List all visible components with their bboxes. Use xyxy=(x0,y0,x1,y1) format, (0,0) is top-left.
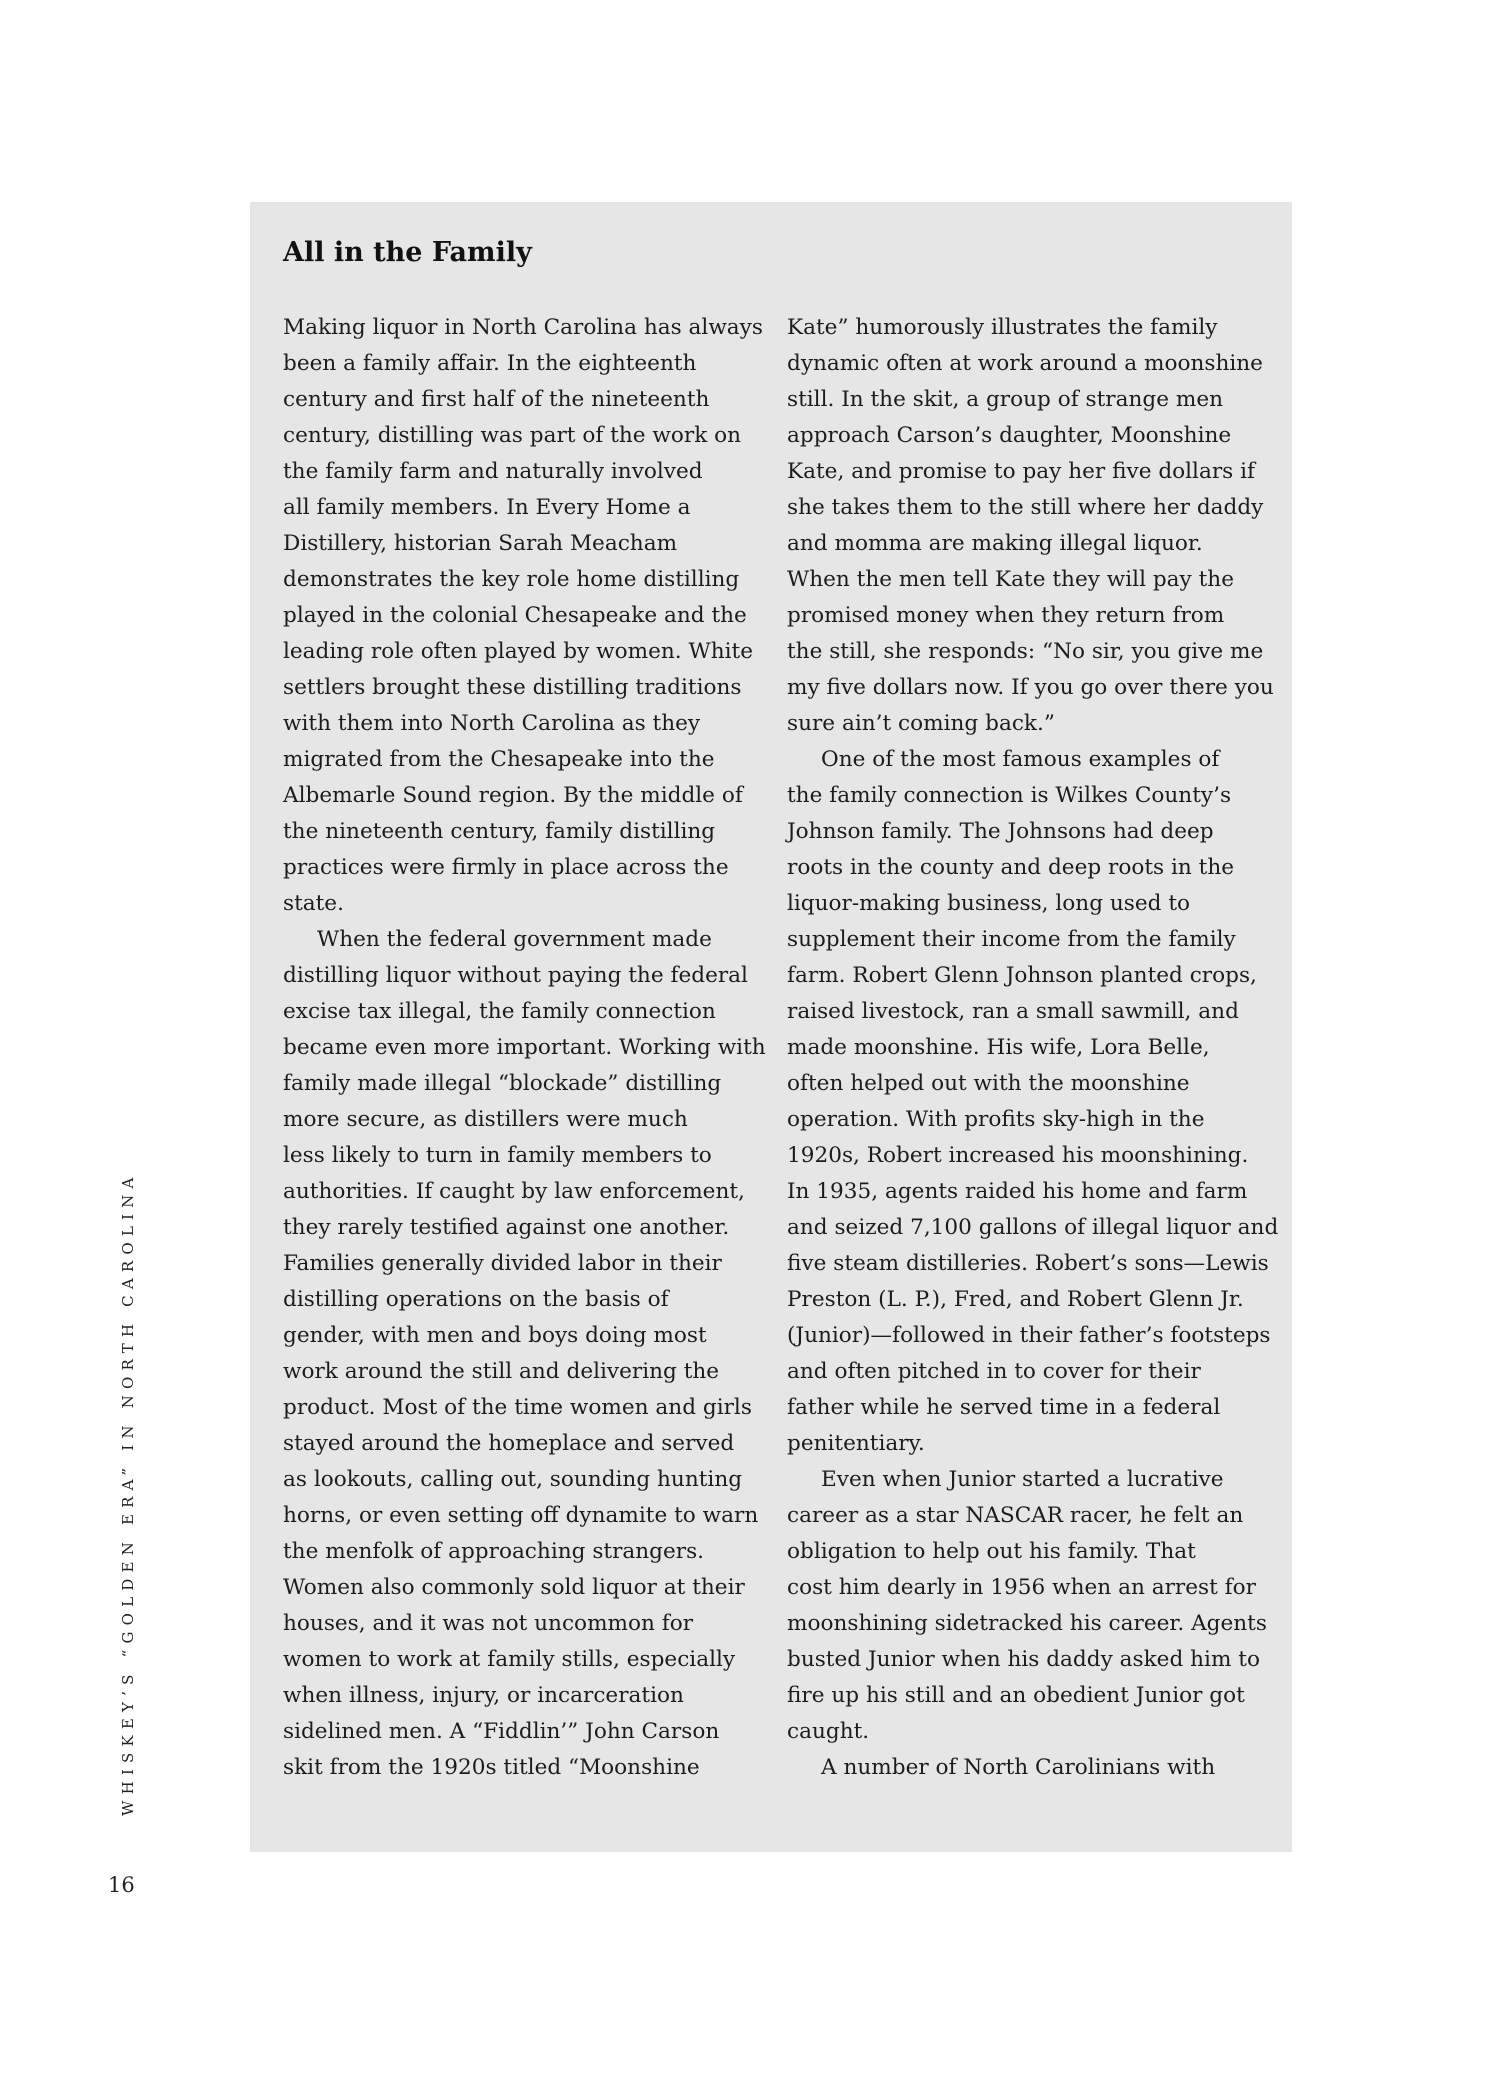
text-line: operation. With profits sky-high in the xyxy=(787,1107,1205,1132)
text-line: leading role often played by women. White xyxy=(283,639,753,664)
text-line: A number of North Carolinians with xyxy=(821,1755,1216,1780)
text-line: century, distilling was part of the work on xyxy=(283,423,742,448)
text-line: In 1935, agents raided his home and farm xyxy=(787,1179,1248,1204)
text-line: horns, or even setting off dynamite to warn xyxy=(283,1503,759,1528)
text-line: demonstrates the key role home distilling xyxy=(283,567,740,592)
text-line: moonshining sidetracked his career. Agents xyxy=(787,1611,1267,1636)
text-line: the nineteenth century, family distilling xyxy=(283,819,716,844)
text-line: migrated from the Chesapeake into the xyxy=(283,747,715,772)
text-line: Women also commonly sold liquor at their xyxy=(283,1575,745,1600)
text-line: dynamic often at work around a moonshine xyxy=(787,351,1263,376)
text-line: raised livestock, ran a small sawmill, and xyxy=(787,999,1239,1024)
text-line: played in the colonial Chesapeake and the xyxy=(283,603,747,628)
text-line: Preston (L. P.), Fred, and Robert Glenn Jr. xyxy=(787,1287,1244,1312)
text-line: my five dollars now. If you go over there you xyxy=(787,675,1274,700)
text-line: father while he served time in a federal xyxy=(787,1395,1221,1420)
text-line: farm. Robert Glenn Johnson planted crops, xyxy=(787,963,1257,988)
text-column-left xyxy=(283,310,793,1786)
text-line: five steam distilleries. Robert’s sons—Lewis xyxy=(787,1251,1269,1276)
text-line: obligation to help out his family. That xyxy=(787,1539,1196,1564)
text-line: women to work at family stills, especially xyxy=(283,1647,736,1672)
text-line: Even when Junior started a lucrative xyxy=(821,1467,1224,1492)
text-line: busted Junior when his daddy asked him to xyxy=(787,1647,1260,1672)
text-line: cost him dearly in 1956 when an arrest for xyxy=(787,1575,1256,1600)
text-line: the family connection is Wilkes County’s xyxy=(787,783,1232,808)
text-line: supplement their income from the family xyxy=(787,927,1236,952)
text-line: when illness, injury, or incarceration xyxy=(283,1683,684,1708)
text-line: she takes them to the still where her daddy xyxy=(787,495,1264,520)
page-number: 16 xyxy=(108,1873,135,1897)
text-line: made moonshine. His wife, Lora Belle, xyxy=(787,1035,1210,1060)
text-line: Kate” humorously illustrates the family xyxy=(787,315,1218,340)
running-head xyxy=(118,1171,158,1836)
text-line: Kate, and promise to pay her five dollars if xyxy=(787,459,1256,484)
text-line: Making liquor in North Carolina has always xyxy=(283,315,763,340)
text-line: authorities. If caught by law enforcement, xyxy=(283,1179,745,1204)
text-line: more secure, as distillers were much xyxy=(283,1107,688,1132)
sidebar-title: All in the Family xyxy=(283,237,532,268)
text-line: excise tax illegal, the family connection xyxy=(283,999,716,1024)
text-line: all family members. In Every Home a xyxy=(283,495,691,520)
text-line: career as a star NASCAR racer, he felt an xyxy=(787,1503,1244,1528)
text-line: Families generally divided labor in their xyxy=(283,1251,722,1276)
text-line: state. xyxy=(283,891,344,916)
text-line: settlers brought these distilling traditions xyxy=(283,675,742,700)
text-line: family made illegal “blockade” distilling xyxy=(283,1071,722,1096)
text-line: approach Carson’s daughter, Moonshine xyxy=(787,423,1232,448)
running-head-text: WHISKEY’S “GOLDEN ERA” IN NORTH CAROLINA xyxy=(119,1171,137,1816)
text-line: stayed around the homeplace and served xyxy=(283,1431,735,1456)
text-line: often helped out with the moonshine xyxy=(787,1071,1190,1096)
text-line: liquor-making business, long used to xyxy=(787,891,1191,916)
text-line: and momma are making illegal liquor. xyxy=(787,531,1203,556)
text-line: houses, and it was not uncommon for xyxy=(283,1611,694,1636)
text-line: century and first half of the nineteenth xyxy=(283,387,710,412)
text-line: distilling liquor without paying the federal xyxy=(283,963,748,988)
text-line: became even more important. Working with xyxy=(283,1035,766,1060)
text-line: roots in the county and deep roots in the xyxy=(787,855,1235,880)
text-line: with them into North Carolina as they xyxy=(283,711,701,736)
text-line: Albemarle Sound region. By the middle of xyxy=(283,783,743,808)
text-line: (Junior)—followed in their father’s footsteps xyxy=(787,1323,1271,1348)
text-line: as lookouts, calling out, sounding hunting xyxy=(283,1467,743,1492)
text-line: still. In the skit, a group of strange men xyxy=(787,387,1224,412)
text-line: less likely to turn in family members to xyxy=(283,1143,712,1168)
text-line: product. Most of the time women and girls xyxy=(283,1395,752,1420)
text-line: One of the most famous examples of xyxy=(821,747,1220,772)
text-line: Distillery, historian Sarah Meacham xyxy=(283,531,678,556)
text-line: penitentiary. xyxy=(787,1431,925,1456)
text-line: the still, she responds: “No sir, you give me xyxy=(787,639,1264,664)
text-column-right xyxy=(787,310,1297,1786)
text-line: When the federal government made xyxy=(317,927,712,952)
text-line: fire up his still and an obedient Junior got xyxy=(787,1683,1245,1708)
text-line: gender, with men and boys doing most xyxy=(283,1323,707,1348)
text-line: distilling operations on the basis of xyxy=(283,1287,669,1312)
text-line: sidelined men. A “Fiddlin’” John Carson xyxy=(283,1719,720,1744)
text-line: sure ain’t coming back.” xyxy=(787,711,1055,736)
text-line: promised money when they return from xyxy=(787,603,1225,628)
text-line: work around the still and delivering the xyxy=(283,1359,720,1384)
text-line: and often pitched in to cover for their xyxy=(787,1359,1201,1384)
text-line: Johnson family. The Johnsons had deep xyxy=(787,819,1214,844)
text-line: skit from the 1920s titled “Moonshine xyxy=(283,1755,700,1780)
text-line: been a family affair. In the eighteenth xyxy=(283,351,697,376)
text-line: 1920s, Robert increased his moonshining. xyxy=(787,1143,1249,1168)
text-line: the menfolk of approaching strangers. xyxy=(283,1539,705,1564)
text-line: and seized 7,100 gallons of illegal liquor and xyxy=(787,1215,1279,1240)
text-line: practices were firmly in place across the xyxy=(283,855,729,880)
text-line: caught. xyxy=(787,1719,870,1744)
text-line: When the men tell Kate they will pay the xyxy=(787,567,1234,592)
text-line: the family farm and naturally involved xyxy=(283,459,703,484)
text-line: they rarely testified against one another. xyxy=(283,1215,730,1240)
